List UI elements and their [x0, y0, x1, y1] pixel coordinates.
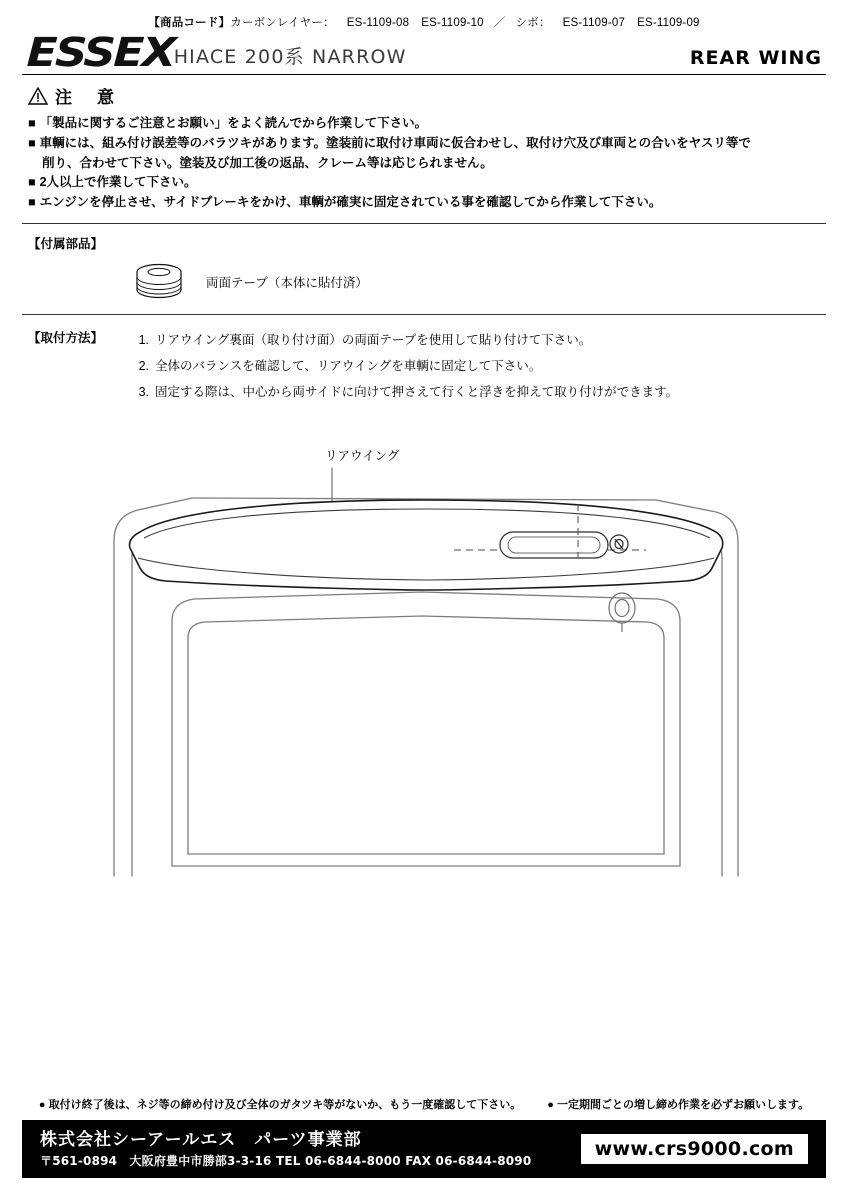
vehicle-model: HIACE 200系 NARROW — [173, 46, 407, 68]
caution-item-5-text: エンジンを停止させ、サイドブレーキをかけ、車輌が確実に固定されている事を確認してから作業して下さい。 — [39, 195, 662, 209]
caution-item-5: ■ エンジンを停止させ、サイドブレーキをかけ、車輌が確実に固定されている事を確認してから作業して下さい。 — [28, 195, 662, 209]
caution-item-1-text: 「製品に関するご注意とお願い」をよく読んでから作業して下さい。 — [39, 116, 428, 130]
company-name: 株式会社シーアールエス パーツ事業部 — [40, 1130, 362, 1150]
installation-illustration — [22, 446, 826, 966]
footer-bar — [22, 1120, 826, 1178]
parts-item-row — [28, 260, 820, 304]
parts-label: 【付属部品】 — [28, 236, 104, 251]
parts-section — [22, 224, 826, 314]
illustration-callout-label: リアウイング — [325, 448, 400, 463]
method-step-2: 全体のバランスを確認して、リアウイングを車輌に固定して下さい。 — [155, 359, 542, 373]
company-address: 〒561-0894 大阪府豊中市勝部3-3-16 TEL 06-6844-8000 FAX 06-6844-8090 — [40, 1153, 532, 1168]
method-label: 【取付方法】 — [28, 330, 104, 345]
shibo-label: シボ： — [515, 17, 551, 29]
caution-item-2-text: 車輌には、組み付け誤差等のバラツキがあります。塗装前に取付け車両に仮合わせし、取付け穴及び車両との合いをヤスリ等で — [39, 135, 751, 150]
product-title: REAR WING — [689, 47, 822, 69]
caution-heading — [28, 83, 820, 108]
footer-notes — [22, 1096, 826, 1112]
parts-item-text: 両面テープ（本体に貼付済） — [206, 275, 368, 290]
tape-roll-icon — [124, 260, 194, 304]
product-code-line — [22, 14, 826, 30]
caution-item-2: ■ 車輌には、組み付け誤差等のバラツキがあります。塗装前に取付け車両に仮合わせし、取付け穴及び車両との合いをヤスリ等で — [28, 135, 751, 150]
method-step-3: 固定する際は、中心から両サイドに向けて押さえて行くと浮きを抑えて取り付けができます。 — [155, 385, 679, 400]
footer-note-2: ● 一定期間ごとの増し締め作業を必ずお願いします。 — [547, 1099, 810, 1111]
brand-header — [22, 30, 826, 76]
brand-logo: ESSEX — [25, 30, 176, 76]
product-code-label: 【商品コード】 — [148, 17, 231, 29]
footer-note-1: ● 取付け終了後は、ネジ等の締め付け及び全体のガタツキ等がないか、もう一度確認して下さい。 — [38, 1099, 522, 1111]
method-section — [22, 315, 826, 412]
code-divider: ／ — [493, 17, 506, 29]
caution-title-text: 注 意 — [55, 88, 118, 107]
shibo-code-1: ES-1109-07 — [562, 17, 626, 29]
caution-item-4-text: 2人以上で作業して下さい。 — [39, 175, 197, 190]
carbon-code-1: ES-1109-08 — [346, 17, 410, 29]
caution-item-4: ■ 2人以上で作業して下さい。 — [28, 175, 197, 190]
caution-item-3-text: 削り、合わせて下さい。塗装及び加工後の返品、クレーム等は応じられません。 — [42, 155, 493, 170]
company-website[interactable]: www.crs9000.com — [581, 1134, 808, 1164]
caution-item-3 — [28, 154, 820, 173]
caution-item-1: ■ 「製品に関するご注意とお願い」をよく読んでから作業して下さい。 — [28, 116, 428, 130]
caution-section — [22, 75, 826, 223]
warning-triangle-icon — [28, 87, 48, 105]
carbon-code-2: ES-1109-10 — [421, 17, 484, 29]
carbon-layer-label: カーボンレイヤー： — [230, 17, 335, 29]
shibo-code-2: ES-1109-09 — [637, 17, 700, 29]
rear-wing-diagram-svg — [22, 446, 826, 966]
method-step-1: リアウイング裏面（取り付け面）の両面テープを使用して貼り付けて下さい。 — [155, 332, 592, 347]
